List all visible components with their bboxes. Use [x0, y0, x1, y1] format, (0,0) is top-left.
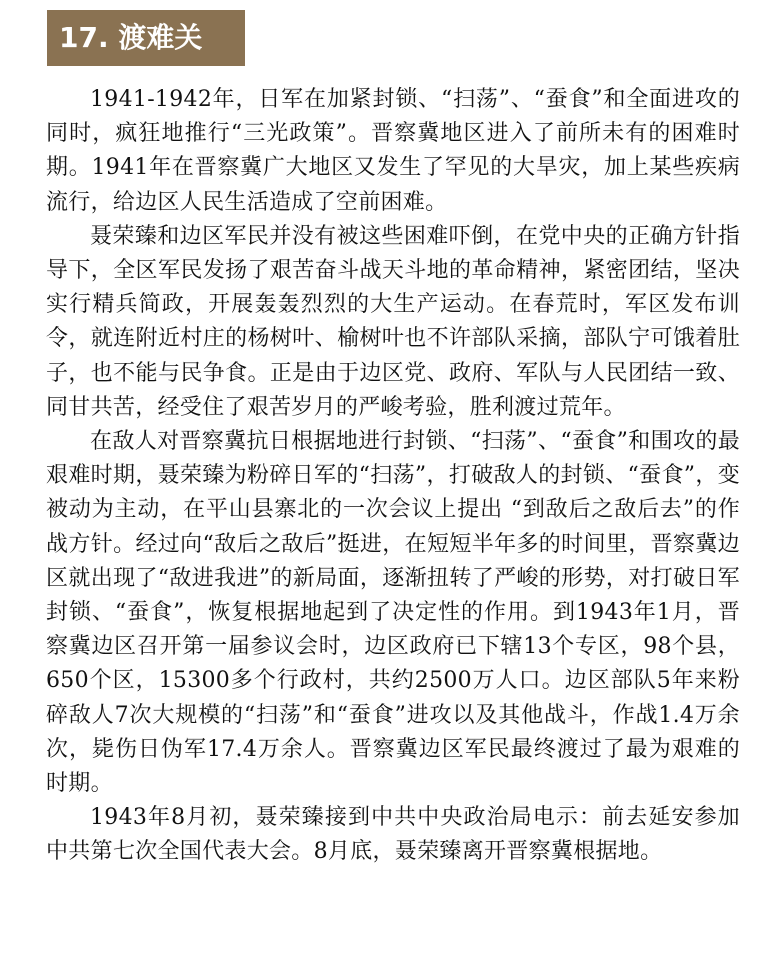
- section-title: 17. 渡难关: [47, 10, 245, 66]
- paragraph: 1941-1942年，日军在加紧封锁、“扫荡”、“蚕食”和全面进攻的同时，疯狂地推行“三光政策”。晋察冀地区进入了前所未有的困难时期。1941年在晋察冀广大地区又发生了罕见的大旱灾，加上某些疾病流行，给边区人民生活造成了空前困难。: [46, 87, 740, 215]
- paragraph: 在敌人对晋察冀抗日根据地进行封锁、“扫荡”、“蚕食”和围攻的最艰难时期，聂荣臻为粉碎日军的“扫荡”，打破敌人的封锁、“蚕食”，变被动为主动，在平山县寨北的一次会议上提出 “到敌后之敌后去”的作战方针。经过向“敌后之敌后”挺进，在短短半年多的时间里，晋察冀边区就出现了“敌进我进”的新局面，逐渐扭转了严峻的形势，对打破日军封锁、“蚕食”，恢复根据地起到了决定性的作用。到1943年1月，晋察冀边区召开第一届参议会时，边区政府已下辖13个专区，98个县，650个区，15300多个行政村，共约2500万人口。边区部队5年来粉碎敌人7次大规模的“扫荡”和“蚕食”进攻以及其他战斗，作战1.4万余次，毙伤日伪军17.4万余人。晋察冀边区军民最终渡过了最为艰难的时期。: [46, 429, 740, 797]
- paragraph: 聂荣臻和边区军民并没有被这些困难吓倒，在党中央的正确方针指导下，全区军民发扬了艰苦奋斗战天斗地的革命精神，紧密团结，坚决实行精兵简政，开展轰轰烈烈的大生产运动。在春荒时，军区发布训令，就连附近村庄的杨树叶、榆树叶也不许部队采摘，部队宁可饿着肚子，也不能与民争食。正是由于边区党、政府、军队与人民团结一致、同甘共苦，经受住了艰苦岁月的严峻考验，胜利渡过荒年。: [46, 223, 740, 420]
- paragraph: 1943年8月初，聂荣臻接到中共中央政治局电示：前去延安参加中共第七次全国代表大会。8月底，聂荣臻离开晋察冀根据地。: [46, 805, 740, 865]
- article-body: [46, 83, 740, 870]
